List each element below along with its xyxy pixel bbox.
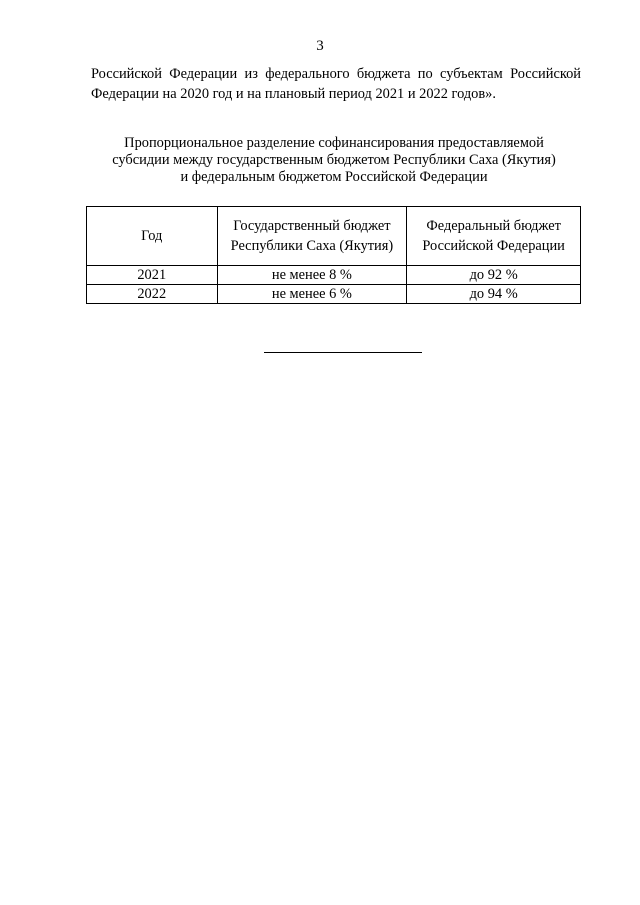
intro-line-1: Российской Федерации из федерального бюджета по субъектам Российской (91, 66, 581, 82)
table-row (87, 285, 581, 304)
heading-line-1: Пропорциональное разделение софинансирования предоставляемой (124, 135, 544, 151)
header-federal-line-1: Федеральный бюджет (426, 218, 561, 234)
table-header-row (87, 207, 581, 266)
header-state-budget (217, 207, 407, 266)
intro-paragraph (91, 64, 581, 104)
cell-year: 2022 (87, 285, 218, 304)
cell-state-share: не менее 6 % (217, 285, 407, 304)
header-state-line-2: Республики Саха (Якутия) (230, 238, 394, 254)
table-row (87, 266, 581, 285)
cell-federal-share: до 94 % (407, 285, 581, 304)
header-federal-line-2: Российской Федерации (422, 238, 565, 254)
heading-line-2: субсидии между государственным бюджетом Республики Саха (Якутия) (112, 152, 556, 168)
cell-year: 2021 (87, 266, 218, 285)
header-federal-budget (407, 207, 581, 266)
closing-rule (264, 352, 422, 353)
cell-state-share: не менее 8 % (217, 266, 407, 285)
header-year: Год (87, 207, 218, 266)
table-heading (86, 135, 582, 186)
cofinancing-table (86, 206, 581, 304)
page-number: 3 (316, 38, 324, 54)
intro-line-2: Федерации на 2020 год и на плановый период 2021 и 2022 годов». (91, 86, 496, 102)
cell-federal-share: до 92 % (407, 266, 581, 285)
heading-line-3: и федеральным бюджетом Российской Федерации (180, 169, 488, 185)
header-state-line-1: Государственный бюджет (233, 218, 391, 234)
